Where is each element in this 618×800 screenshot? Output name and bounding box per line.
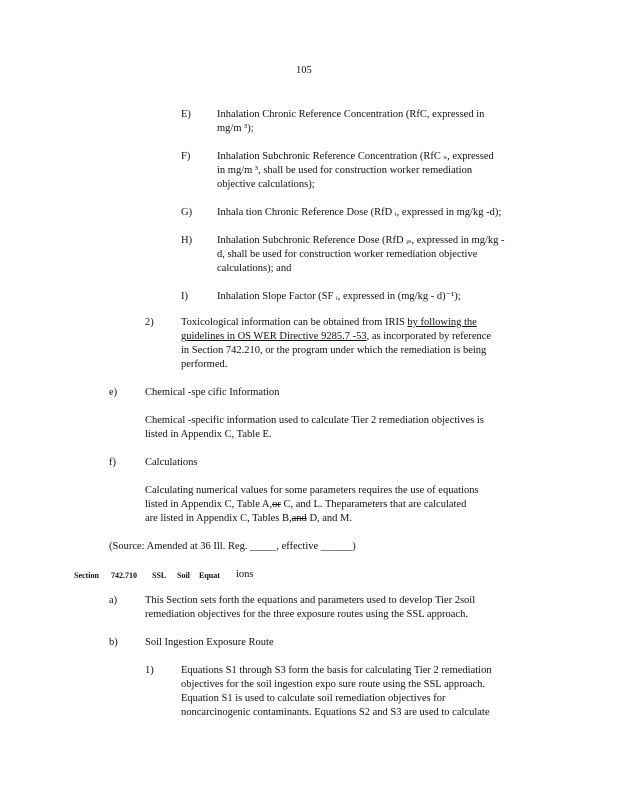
paragraph-line: [145, 512, 352, 526]
text-segment: ): [352, 541, 356, 552]
paragraph-line: noncarcinogenic contaminants. Equations S2 and S3 are used to calculate: [181, 707, 490, 718]
text-segment: listed in Appendix C, Table A,: [145, 499, 273, 510]
item-label: F): [181, 151, 191, 162]
text-segment: , effective: [276, 541, 319, 552]
header-word: 742.710: [111, 571, 137, 580]
blank-line: _____: [250, 541, 277, 552]
section-title: Soil Ingestion Exposure Route: [145, 637, 274, 648]
item-line: objective calculations);: [217, 179, 315, 190]
paragraph-line: Chemical -specific information used to calculate Tier 2 remediation objectives is: [145, 415, 484, 426]
paragraph-line: This Section sets forth the equations and parameters used to develop Tier 2soil: [145, 595, 476, 606]
item-line: mg/m ³);: [217, 123, 254, 134]
item-label: I): [181, 291, 188, 302]
paragraph-line: [145, 498, 466, 512]
text-segment: D, and M.: [306, 513, 353, 524]
item-line: d, shall be used for construction worker remediation objective: [217, 249, 478, 260]
section-title: Chemical -spe cific Information: [145, 387, 280, 398]
header-word: ions: [236, 569, 254, 580]
item-line: in mg/m ³, shall be used for construction worker remediation: [217, 165, 473, 176]
source-note: [109, 540, 356, 554]
paragraph-line: listed in Appendix C, Table E.: [145, 429, 272, 440]
section-label: a): [109, 595, 118, 606]
paragraph-line: Equations S1 through S3 form the basis for calculating Tier 2 remediation: [181, 665, 492, 676]
page-number: 105: [296, 65, 312, 76]
paragraph-line: [181, 316, 477, 330]
paragraph-line: remediation objectives for the three exposure routes using the SSL approach.: [145, 609, 468, 620]
section-title: Calculations: [145, 457, 198, 468]
text-segment: are listed in Appendix C, Tables B,: [145, 513, 292, 524]
blank-line: ______: [320, 541, 353, 552]
section-label: e): [109, 387, 118, 398]
item-label: E): [181, 109, 191, 120]
text-segment: C, and L. Theparameters that are calculated: [280, 499, 467, 510]
item-line: Inhalation Subchronic Reference Dose (RfD ᵢₛ, expressed in mg/kg -: [217, 235, 505, 246]
inserted-text: guidelines in OS WER Directive 9285.7 -53: [181, 331, 367, 342]
section-label: f): [109, 457, 116, 468]
item-line: Inhalation Chronic Reference Concentration (RfC, expressed in: [217, 109, 485, 120]
text-segment: Toxicological information can be obtained from IRIS: [181, 317, 408, 328]
item-label: 1): [145, 665, 154, 676]
paragraph-line: in Section 742.210, or the program under which the remediation is being: [181, 345, 487, 356]
item-line: calculations); and: [217, 263, 292, 274]
item-label: 2): [145, 317, 154, 328]
item-line: Inhala tion Chronic Reference Dose (RfD ᵢ, expressed in mg/kg -d);: [217, 207, 502, 218]
deleted-text: and: [291, 513, 307, 524]
header-word: Equat: [199, 571, 220, 580]
item-label: H): [181, 235, 193, 246]
paragraph-line: Calculating numerical values for some parameters requires the use of equations: [145, 485, 479, 496]
item-line: Inhalation Slope Factor (SF ᵢ, expressed in (mg/kg - d)⁻¹);: [217, 291, 461, 302]
paragraph-line: [181, 330, 491, 344]
item-label: G): [181, 207, 193, 218]
header-word: SSL: [152, 571, 167, 580]
inserted-text: by following the: [407, 317, 477, 328]
item-line: Inhalation Subchronic Reference Concentration (RfC ₛ, expressed: [217, 151, 494, 162]
paragraph-line: performed.: [181, 359, 228, 370]
deleted-text: or: [272, 499, 281, 510]
header-word: Soil: [177, 571, 190, 580]
paragraph-line: Equation S1 is used to calculate soil remediation objectives for: [181, 693, 446, 704]
text-segment: (Source: Amended at 36 Ill. Reg.: [109, 541, 248, 552]
section-label: b): [109, 637, 118, 648]
header-word: Section: [74, 571, 99, 580]
paragraph-line: objectives for the soil ingestion expo sure route using the SSL approach.: [181, 679, 486, 690]
text-segment: , as incorporated by reference: [366, 331, 492, 342]
